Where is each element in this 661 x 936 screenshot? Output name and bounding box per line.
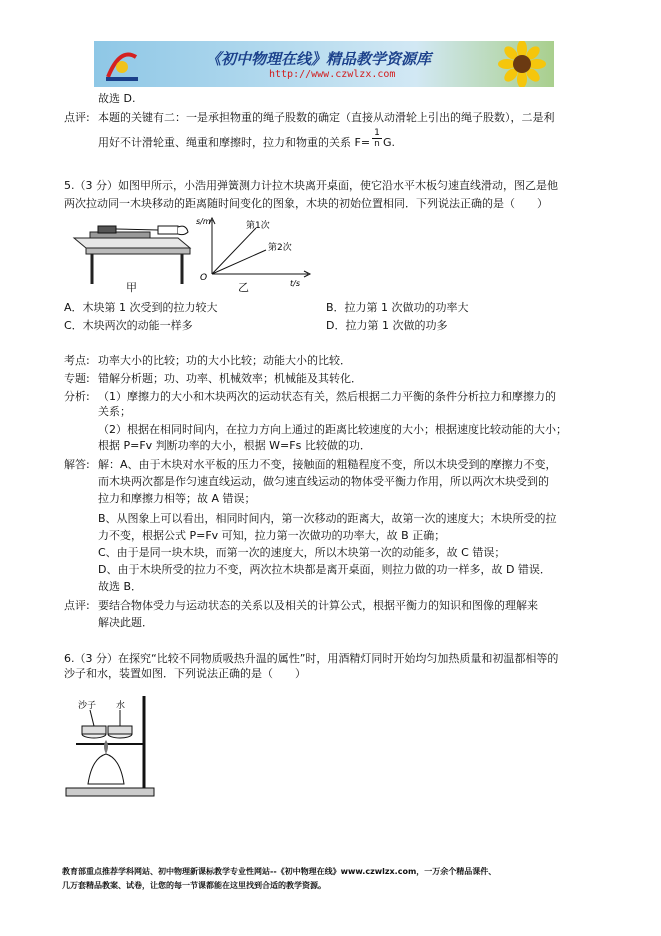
q4-comment-line: 用好不计滑轮重、绳重和摩擦时，拉力和物重的关系 F= bbox=[98, 136, 371, 149]
footer-line: 几万套精品教案、试卷，让您的每一节课都能在这里找到合适的教学资源。 bbox=[62, 881, 326, 890]
solution-line: D、由于木块所受的拉力不变，两次拉木块都是离开桌面，则拉力做的功一样多，故 D 错误． bbox=[98, 563, 551, 576]
series-label-1: 第1次 bbox=[246, 221, 270, 231]
topic-text: 错解分析题；功、功率、机械效率；机械能及其转化． bbox=[98, 372, 362, 385]
series-line-2 bbox=[212, 250, 266, 274]
q4-comment-line: 本题的关键有二：一是承担物重的绳子股数的确定（直接从动滑轮上引出的绳子股数），二是利 bbox=[98, 111, 555, 124]
analysis-line: 关系； bbox=[98, 405, 131, 418]
solution-label: 解答: bbox=[64, 458, 90, 471]
solution-line: 故选 B． bbox=[98, 580, 143, 593]
review-line: 要结合物体受力与运动状态的关系以及相关的计算公式，根据平衡力的知识和图像的理解来 bbox=[98, 599, 538, 612]
solution-line: 而木块两次都是作匀速直线运动，做匀速直线运动的物体受平衡力作用，所以两次木块受到的 bbox=[98, 475, 549, 488]
solution-line: 力不变，根据公式 P=Fv 可知，拉力第一次做功的功率大，故 B 正确； bbox=[98, 529, 446, 542]
knowledge-text: 功率大小的比较；功的大小比较；动能大小的比较． bbox=[98, 354, 351, 367]
banner-title: 《初中物理在线》精品教学资源库 bbox=[206, 50, 432, 68]
option-c: C．木块两次的动能一样多 bbox=[64, 319, 193, 332]
sand-label: 沙子 bbox=[78, 701, 97, 711]
q4-comment-line: G. bbox=[383, 136, 396, 149]
knowledge-label: 考点: bbox=[64, 354, 90, 367]
alcohol-lamp-icon bbox=[88, 754, 124, 784]
option-d: D．拉力第 1 次做的功多 bbox=[326, 319, 448, 332]
site-logo-icon bbox=[102, 45, 142, 83]
fraction bbox=[372, 128, 382, 149]
figure-jia-label: 甲 bbox=[126, 281, 137, 294]
header-banner bbox=[94, 41, 554, 87]
solution-line: 拉力和摩擦力相等；故 A 错误； bbox=[98, 492, 256, 505]
solution-line: C、由于是同一块木块，而第一次的速度大，所以木块第一次的动能多，故 C 错误； bbox=[98, 546, 506, 559]
q6-stem: 6.（3 分）在探究“比较不同物质吸热升温的属性”时，用酒精灯同时开始均匀加热质量和初温都相等的 bbox=[64, 652, 559, 665]
heating-apparatus-figure bbox=[62, 688, 162, 800]
q5-stem: 两次拉动同一木块移动的距离随时间变化的图象，木块的初始位置相同．下列说法正确的是（ ） bbox=[64, 197, 548, 210]
figure-yi-graph bbox=[196, 214, 316, 294]
q5-stem: 5.（3 分）如图甲所示，小浩用弹簧测力计拉木块离开桌面，使它沿水平木板匀速直线滑动，图乙是他 bbox=[64, 179, 558, 192]
analysis-label: 分析: bbox=[64, 390, 90, 403]
figure-yi-label: 乙 bbox=[238, 281, 249, 294]
fraction-denominator: n bbox=[374, 139, 380, 149]
water-label: 水 bbox=[116, 701, 126, 711]
graph-x-label: t/s bbox=[290, 279, 300, 288]
series-line-1 bbox=[212, 228, 256, 274]
q4-comment-label: 点评: bbox=[64, 111, 90, 124]
analysis-line: 根据 P=Fv 判断功率的大小，根据 W=Fs 比较做的功． bbox=[98, 439, 371, 452]
q4-answer: 故选 D. bbox=[98, 92, 136, 105]
solution-line: 解：A、由于木块对水平板的压力不变，接触面的粗糙程度不变，所以木块受到的摩擦力不变， bbox=[98, 458, 557, 471]
footer-line: 教育部重点推荐学科网站、初中物理新课标教学专业性网站--《初中物理在线》www.czwlzx.com，一万余个精品课件、 bbox=[62, 867, 497, 876]
option-a: A．木块第 1 次受到的拉力较大 bbox=[64, 301, 218, 314]
topic-label: 专题: bbox=[64, 372, 90, 385]
fraction-numerator: 1 bbox=[372, 128, 382, 139]
base-plate bbox=[66, 788, 154, 796]
review-line: 解决此题． bbox=[98, 616, 153, 629]
banner-url[interactable]: http://www.czwlzx.com bbox=[269, 69, 396, 80]
analysis-line: （2）根据在相同时间内，在拉力方向上通过的距离比较速度的大小；根据速度比较动能的大小； bbox=[98, 423, 567, 436]
review-label: 点评: bbox=[64, 599, 90, 612]
q6-stem: 沙子和水，装置如图．下列说法正确的是（ ） bbox=[64, 667, 306, 680]
analysis-line: （1）摩擦力的大小和木块两次的运动状态有关，然后根据二力平衡的条件分析拉力和摩擦力的 bbox=[98, 390, 556, 403]
graph-y-label: s/m bbox=[196, 217, 211, 226]
sunflower-icon bbox=[492, 41, 554, 87]
series-label-2: 第2次 bbox=[268, 243, 292, 253]
graph-origin: O bbox=[200, 273, 208, 283]
option-b: B．拉力第 1 次做功的功率大 bbox=[326, 301, 469, 314]
solution-line: B、从图象上可以看出，相同时间内，第一次移动的距离大，故第一次的速度大；木块所受的拉 bbox=[98, 512, 557, 525]
